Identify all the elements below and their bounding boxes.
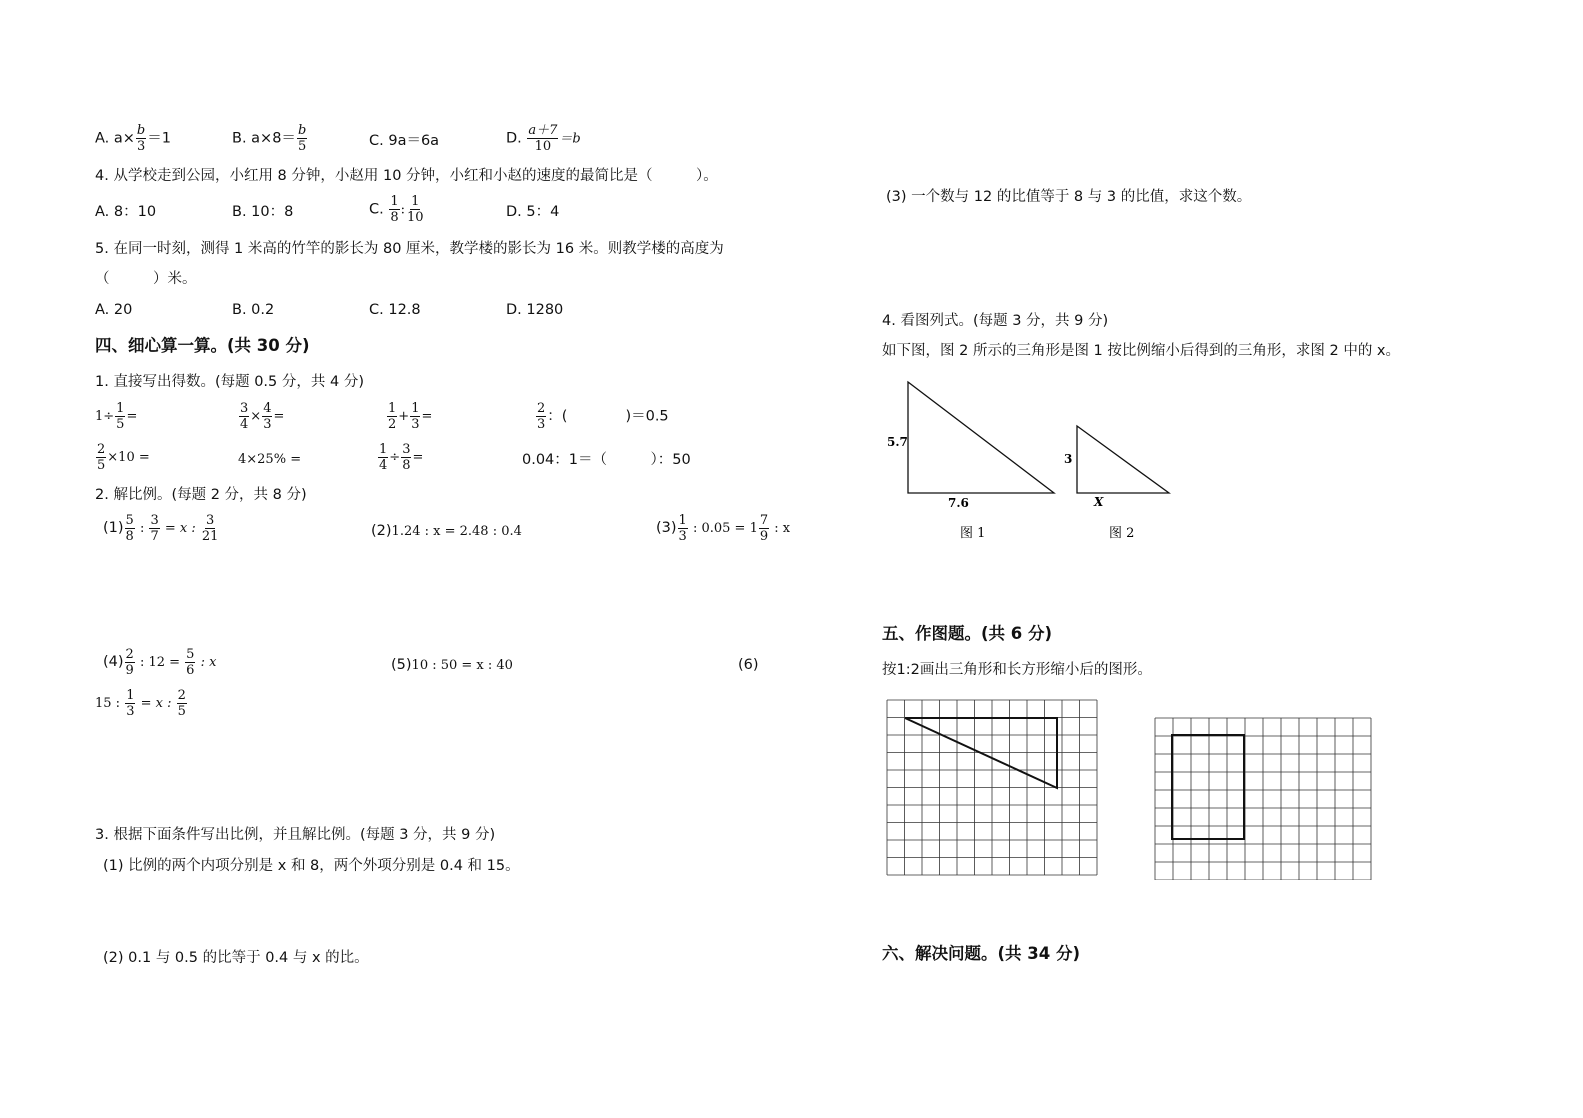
s4-3-item-3: (3) 一个数与 12 的比值等于 8 与 3 的比值，求这个数。 [886, 189, 1252, 205]
s4-1-expr-1: 1÷ $\frac{1}{5}$ = [95, 401, 138, 432]
s4-1-expr-5: $\frac{2}{5}$ ×10 = [97, 442, 150, 473]
triangle-1 [908, 382, 1054, 493]
s4-2-problem-1: (1) $\frac{5}{8}$ : $\frac{3}{7}$ = x : $\frac{3}{21}$ [103, 513, 219, 544]
s4-1-expr-7: $\frac{1}{4}$ ÷ $\frac{3}{8}$ = [379, 442, 424, 473]
q4-option-b: B. 10：8 [232, 204, 294, 220]
triangle-figures [880, 372, 1180, 547]
q5-option-a: A. 20 [95, 302, 133, 318]
s4-2-problem-5: (5)10 : 50 = x : 40 [391, 657, 513, 673]
fig2-height-label: 3 [1064, 452, 1073, 466]
grid-rectangle-shape [1172, 735, 1244, 839]
fig2-base-label: X [1094, 495, 1104, 509]
triangle-2 [1077, 426, 1169, 493]
q5-option-c: C. 12.8 [369, 302, 421, 318]
grid-1-lines [887, 700, 1097, 875]
s4-2-problem-2: (2)1.24 : x = 2.48 : 0.4 [371, 523, 522, 539]
s4-1-expr-3: $\frac{1}{2}$ + $\frac{1}{3}$ = [388, 401, 433, 432]
s4-3-item-2: (2) 0.1 与 0.5 的比等于 0.4 与 x 的比。 [103, 950, 369, 966]
s4-2-problem-3: (3) $\frac{1}{3}$ : 0.05 = 1 $\frac{7}{9}$ : x [656, 513, 791, 544]
s4-1-expr-4: $\frac{2}{3}$ ：( )＝0.5 [537, 401, 669, 432]
grid-2-lines [1155, 718, 1371, 880]
s4-2-title: 2. 解比例。(每题 2 分，共 8 分) [95, 487, 307, 503]
q3-option-d: D. $\frac{a+7}{10}$ ＝b [506, 123, 581, 154]
q3-option-b: B. a×8＝ $\frac{b}{5}$ [232, 123, 307, 154]
s4-2-problem-6: 15 : $\frac{1}{3}$ = x : $\frac{2}{5}$ [95, 688, 186, 719]
s4-3-item-1: (1) 比例的两个内项分别是 x 和 8，两个外项分别是 0.4 和 15。 [103, 858, 520, 874]
q5-line-2: （ ）米。 [95, 271, 197, 287]
s4-4-title: 4. 看图列式。(每题 3 分，共 9 分) [882, 313, 1109, 329]
s5-text: 按1:2画出三角形和长方形缩小后的图形。 [882, 662, 1152, 678]
q5-option-b: B. 0.2 [232, 302, 275, 318]
s4-1-title: 1. 直接写出得数。(每题 0.5 分，共 4 分) [95, 374, 364, 390]
grid-rectangle [1150, 712, 1378, 880]
grid-triangle [880, 692, 1105, 887]
section-4-title: 四、细心算一算。(共 30 分) [95, 336, 310, 355]
q4-option-d: D. 5：4 [506, 204, 560, 220]
s4-1-expr-6: 4×25% = [238, 452, 302, 467]
q3-option-c: C. 9a＝6a [369, 133, 440, 149]
q5-option-d: D. 1280 [506, 302, 564, 318]
section-6-title: 六、解决问题。(共 34 分) [882, 944, 1081, 963]
fig2-caption: 图 2 [1109, 526, 1135, 541]
fig1-caption: 图 1 [960, 526, 986, 541]
s4-2-problem-4: (4) $\frac{2}{9}$ : 12 = $\frac{5}{6}$ : x [103, 647, 217, 678]
section-5-title: 五、作图题。(共 6 分) [882, 624, 1053, 643]
q4-option-c: C. $\frac{1}{8}$ : $\frac{1}{10}$ [369, 194, 424, 225]
s4-3-title: 3. 根据下面条件写出比例，并且解比例。(每题 3 分，共 9 分) [95, 827, 496, 843]
q4-text: 4. 从学校走到公园，小红用 8 分钟，小赵用 10 分钟，小红和小赵的速度的最简比是（ ）。 [95, 168, 718, 184]
q3-option-a: A. a× $\frac{b}{3}$ ＝1 [95, 123, 171, 154]
s4-2-problem-6-label: (6) [738, 657, 759, 673]
q4-option-a: A. 8：10 [95, 204, 157, 220]
s4-1-expr-8: 0.04：1＝（ ）：50 [522, 452, 691, 468]
q5-line-1: 5. 在同一时刻，测得 1 米高的竹竿的影长为 80 厘米，教学楼的影长为 16 米。则教学楼的高度为 [95, 241, 724, 257]
s4-1-expr-2: $\frac{3}{4}$ × $\frac{4}{3}$ = [240, 401, 285, 432]
s4-4-text: 如下图，图 2 所示的三角形是图 1 按比例缩小后得到的三角形，求图 2 中的 x。 [882, 343, 1401, 359]
grid-triangle-shape [905, 718, 1057, 788]
fig1-base-label: 7.6 [948, 496, 969, 510]
fig1-height-label: 5.7 [887, 435, 908, 449]
